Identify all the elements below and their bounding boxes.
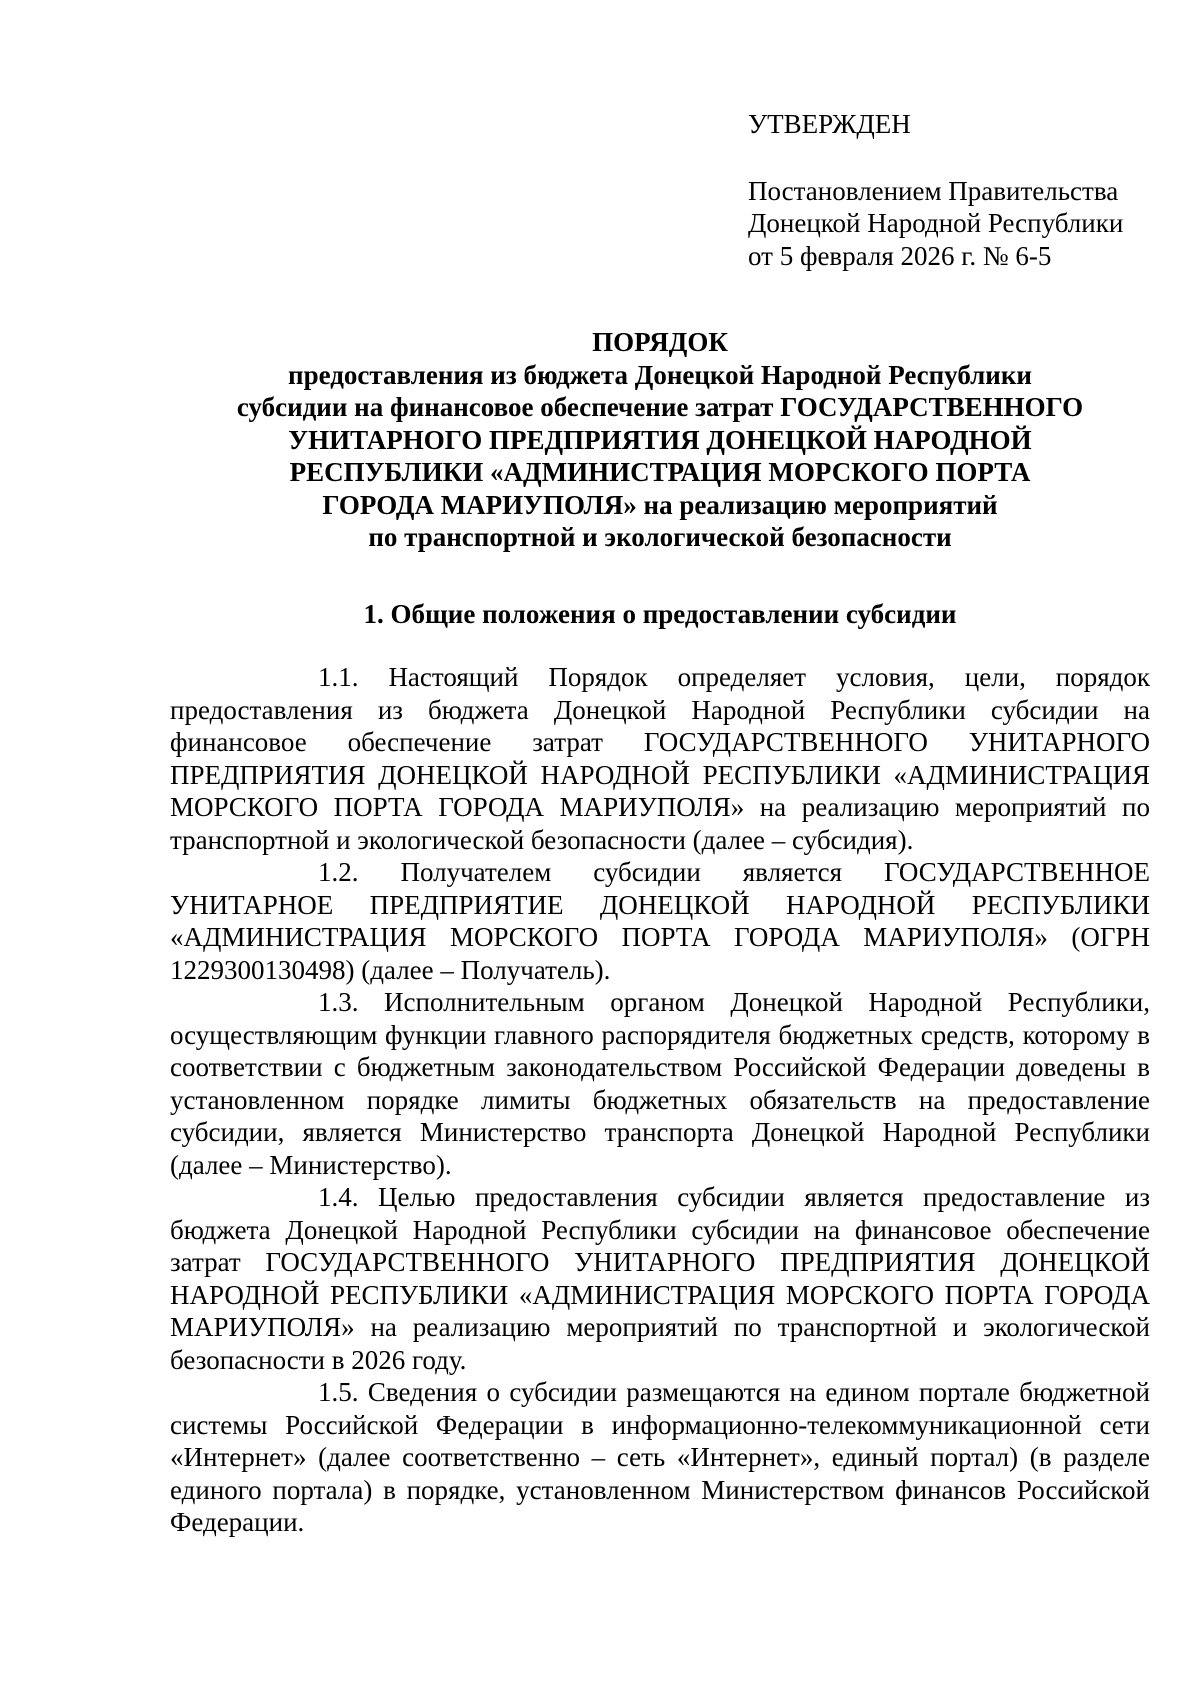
paragraph-text: Сведения о субсидии размещаются на едином портале бюджетной системы Российской Федерации в информационно-телекоммуникационной сети «Интернет» (далее соответственно – сеть «Интернет», единый портал) (в разделе единого портала) в порядке, установленном Министерством финансов Российской Федерации. [170,1377,1151,1537]
document-subtitle-line: предоставления из бюджета Донецкой Народной Республики [288,359,1032,390]
paragraph-number: 1.2. [318,857,359,887]
document-subtitle-line: РЕСПУБЛИКИ «АДМИНИСТРАЦИЯ МОРСКОГО ПОРТА [289,457,1031,487]
approval-line: Постановлением Правительства [748,175,1119,206]
paragraph-text: Настоящий Порядок определяет условия, цели, порядок предоставления из бюджета Донецкой Народной Республики субсидии на финансовое обеспечение затрат ГОСУДАРСТВЕННОГО УНИТАРНОГО ПРЕДПРИЯТИЯ ДОНЕЦКОЙ НАРОДНОЙ РЕСПУБЛИКИ «АДМИНИСТРАЦИЯ МОРСКОГО ПОРТА ГОРОДА МАРИУПОЛЯ» на реализацию мероприятий по транспортной и экологической безопасности (далее – субсидия). [170,662,1151,855]
paragraph-number: 1.3. [318,987,359,1017]
paragraph [170,661,1150,856]
paragraph-number: 1.4. [318,1182,359,1212]
document-subtitle-line: субсидии на финансовое обеспечение затрат ГОСУДАРСТВЕННОГО [236,392,1084,422]
paragraph [170,856,1150,986]
paragraph-text: Исполнительным органом Донецкой Народной Республики, осуществляющим функции главного распорядителя бюджетных средств, которому в соответствии с бюджетным законодательством Российской Федерации доведены в установленном порядке лимиты бюджетных обязательств на предоставление субсидии, является Министерство транспорта Донецкой Народной Республики (далее – Министерство). [170,987,1151,1180]
approval-line: Донецкой Народной Республики [748,208,1124,238]
document-title: ПОРЯДОК [592,327,728,357]
document-heading [170,326,1150,554]
document-subtitle-line: УНИТАРНОГО ПРЕДПРИЯТИЯ ДОНЕЦКОЙ НАРОДНОЙ [288,424,1032,455]
approval-block [748,108,1168,272]
paragraph-number: 1.5. [318,1377,359,1407]
approval-line: от 5 февраля 2026 г. № 6-5 [748,240,1052,271]
paragraph-text: Целью предоставления субсидии является предоставление из бюджета Донецкой Народной Республики субсидии на финансовое обеспечение затрат ГОСУДАРСТВЕННОГО УНИТАРНОГО ПРЕДПРИЯТИЯ ДОНЕЦКОЙ НАРОДНОЙ РЕСПУБЛИКИ «АДМИНИСТРАЦИЯ МОРСКОГО ПОРТА ГОРОДА МАРИУПОЛЯ» на реализацию мероприятий по транспортной и экологической безопасности в 2026 году. [170,1182,1151,1375]
document-body [170,661,1150,1539]
document-subtitle-line: по транспортной и экологической безопасности [368,522,952,552]
paragraph [170,1376,1150,1539]
paragraph [170,986,1150,1181]
paragraph-text: Получателем субсидии является ГОСУДАРСТВЕННОЕ УНИТАРНОЕ ПРЕДПРИЯТИЕ ДОНЕЦКОЙ НАРОДНОЙ РЕСПУБЛИКИ «АДМИНИСТРАЦИЯ МОРСКОГО ПОРТА ГОРОДА МАРИУПОЛЯ» (ОГРН 1229300130498) (далее – Получатель). [170,857,1151,985]
paragraph-number: 1.1. [318,662,359,692]
section-title: 1. Общие положения о предоставлении субсидии [363,599,957,629]
paragraph [170,1181,1150,1376]
approval-stamp: УТВЕРЖДЕН [748,109,911,139]
document-subtitle-line: ГОРОДА МАРИУПОЛЯ» на реализацию мероприятий [322,489,998,520]
